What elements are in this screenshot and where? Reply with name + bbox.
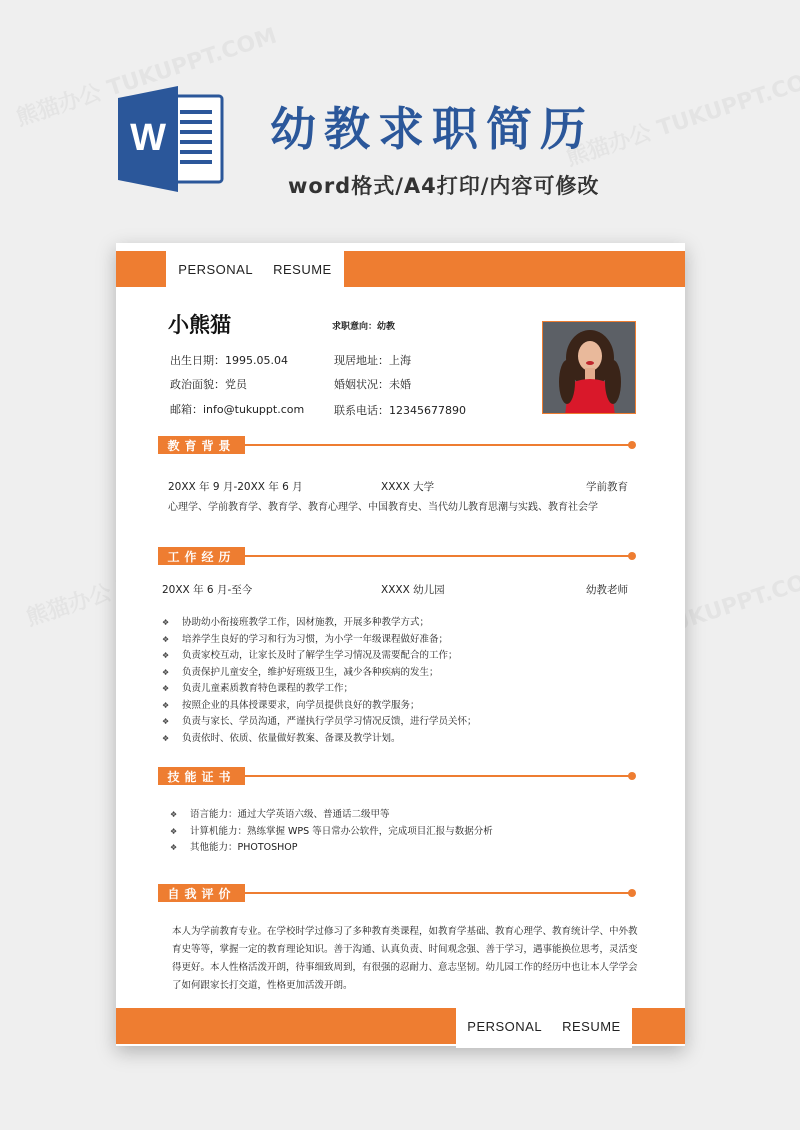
list-item-text: 按照企业的具体授课要求，向学员提供良好的教学服务； [182, 699, 420, 711]
address: 现居地址：上海 [334, 354, 411, 367]
list-item [162, 648, 477, 665]
skills-list [170, 807, 493, 857]
bullet-icon: ❖ [162, 651, 170, 660]
section-title: 自我评价 [158, 884, 245, 902]
section-work-header [158, 547, 636, 567]
page-title: 幼教求职简历 [270, 102, 594, 156]
list-item-text: 计算机能力：熟练掌握 WPS 等日常办公软件，完成项目汇报与数据分析 [190, 825, 493, 837]
footer-personal: PERSONAL [467, 1018, 543, 1034]
bullet-icon: ❖ [170, 810, 178, 819]
education-period: 20XX 年 9 月-20XX 年 6 月 [168, 481, 303, 493]
candidate-name: 小熊猫 [168, 313, 231, 337]
list-item [170, 807, 493, 824]
bottom-footer-bar [116, 1008, 685, 1044]
list-item [162, 681, 477, 698]
list-item-text: 负责保护儿童安全，维护好班级卫生，减少各种疾病的发生； [182, 666, 439, 678]
list-item-text: 协助幼小衔接班教学工作，因材施教，开展多种教学方式； [182, 617, 430, 628]
list-item-text: 负责家校互动，让家长及时了解学生学习情况及需要配合的工作； [182, 650, 458, 661]
footer-tab [456, 1004, 632, 1048]
section-skills-header [158, 767, 636, 787]
list-item-text: 负责依时、依质、依量做好教案、备课及教学计划。 [182, 732, 401, 744]
list-item-text: 负责与家长、学员沟通，严谨执行学员学习情况反馈，进行学员关怀； [182, 716, 477, 727]
bullet-icon: ❖ [170, 826, 178, 836]
bullet-icon: ❖ [162, 618, 170, 627]
bullet-icon: ❖ [162, 667, 170, 677]
education-school: XXXX 大学 [381, 481, 435, 493]
svg-text:W: W [130, 117, 166, 159]
education-courses: 心理学、学前教育学、教育学、教育心理学、中国教育史、当代幼儿教育思潮与实践、教育社会学 [168, 502, 598, 513]
footer-accent-left [116, 1008, 456, 1044]
section-title: 教育背景 [158, 436, 245, 454]
phone: 联系电话：12345677890 [334, 404, 466, 417]
list-item [170, 824, 493, 841]
list-item-text: 语言能力：通过大学英语六级、普通话二级甲等 [190, 809, 390, 820]
bullet-icon: ❖ [162, 634, 170, 644]
header-resume: RESUME [273, 261, 332, 277]
work-duties-list [162, 615, 477, 747]
bullet-icon: ❖ [162, 733, 170, 743]
list-item [162, 714, 477, 731]
list-item-text: 负责儿童素质教育特色课程的教学工作； [182, 683, 354, 694]
footer-accent-right [632, 1008, 685, 1044]
bullet-icon: ❖ [170, 843, 178, 852]
list-item [162, 615, 477, 632]
email: 邮箱：info@tukuppt.com [170, 403, 305, 416]
list-item-text: 培养学生良好的学习和行为习惯，为小学一年级课程做好准备； [182, 633, 449, 645]
watermark [562, 59, 800, 173]
list-item [170, 840, 493, 857]
header-tab [166, 247, 344, 291]
footer-resume: RESUME [562, 1018, 621, 1034]
portrait-image [543, 322, 636, 414]
header-accent-right [344, 251, 685, 287]
list-item [162, 665, 477, 682]
section-dot [628, 441, 636, 449]
section-education-header [158, 436, 636, 456]
header-personal: PERSONAL [178, 261, 254, 277]
political-status: 政治面貌：党员 [170, 378, 247, 391]
page-subtitle: word格式/A4打印/内容可修改 [288, 174, 600, 198]
self-evaluation-text: 本人为学前教育专业。在学校时学过修习了多种教育类课程，如教育学基础、教育心理学、教育统计学、中外教育史等等，掌握一定的教育理论知识。善于沟通、认真负责、时间观念强、善于学习，遇事能换位思考，灵活变得更好。本人性格活泼开朗，待事细致周到，有很强的忍耐力、意志坚韧。幼儿园工作的经历中也让本人学学会了如何跟家长打交道，性格更加活泼开朗。 [172, 926, 638, 991]
bullet-icon: ❖ [162, 700, 170, 710]
list-item-text: 其他能力：PHOTOSHOP [190, 842, 298, 853]
section-divider [245, 444, 631, 446]
section-dot [628, 889, 636, 897]
education-major: 学前教育 [586, 481, 628, 493]
section-title: 技能证书 [158, 767, 245, 785]
section-self-eval-header [158, 884, 636, 904]
job-intent: 求职意向：幼教 [332, 322, 396, 332]
resume-paper [116, 243, 685, 1046]
bullet-icon: ❖ [162, 717, 170, 726]
profile-photo [542, 321, 636, 414]
header-accent-left [116, 251, 166, 287]
work-position: 幼教老师 [586, 584, 628, 596]
section-title: 工作经历 [158, 547, 245, 565]
section-divider [245, 555, 631, 557]
work-period: 20XX 年 6 月-至今 [162, 584, 253, 596]
section-divider [245, 775, 631, 777]
section-divider [245, 892, 631, 894]
list-item [162, 632, 477, 649]
work-company: XXXX 幼儿园 [381, 584, 445, 596]
list-item [162, 698, 477, 715]
section-dot [628, 772, 636, 780]
word-logo-icon [118, 86, 226, 192]
list-item [162, 731, 477, 748]
section-dot [628, 552, 636, 560]
top-header-bar [116, 251, 685, 287]
marital-status: 婚姻状况：未婚 [334, 378, 411, 391]
bullet-icon: ❖ [162, 684, 170, 693]
birth-date: 出生日期：1995.05.04 [170, 354, 288, 367]
